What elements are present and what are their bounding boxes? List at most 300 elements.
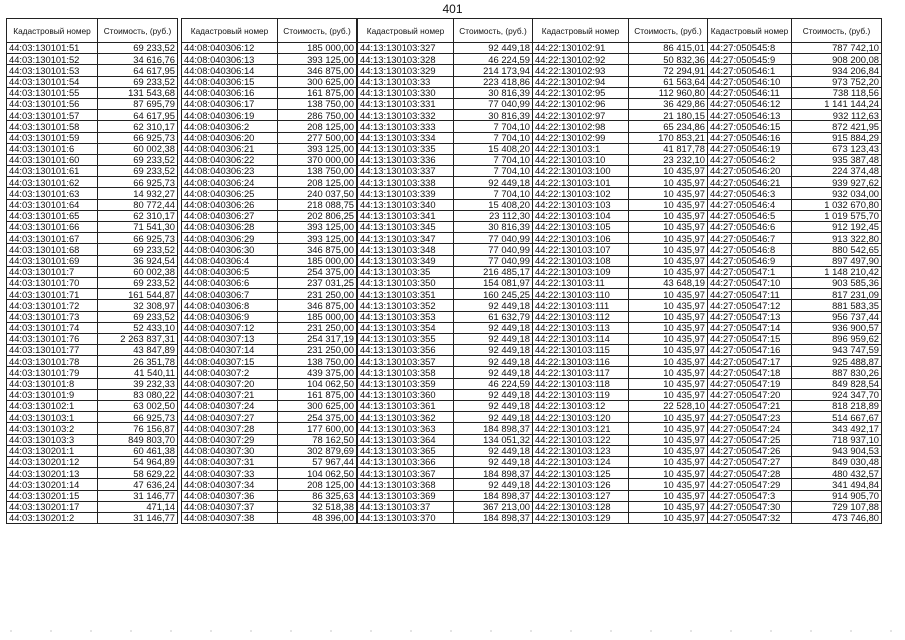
cadastral-number: 44:03:130101:7 (7, 266, 98, 277)
cost-value: 370 000,00 (278, 154, 357, 165)
cost-value: 231 250,00 (278, 322, 357, 333)
table-row (708, 456, 882, 467)
cadastral-number: 44:27:050547:10 (708, 277, 792, 288)
table-row (7, 434, 178, 445)
cost-value: 185 000,00 (278, 43, 357, 54)
cadastral-number: 44:13:130103:362 (358, 412, 454, 423)
cost-value: 86 415,01 (629, 43, 708, 54)
cost-value: 112 960,80 (629, 87, 708, 98)
cadastral-number: 44:08:040306:12 (182, 43, 278, 54)
table-row (708, 434, 882, 445)
cost-value: 10 435,97 (629, 445, 708, 456)
table-row (7, 423, 178, 434)
cost-value: 10 435,97 (629, 356, 708, 367)
table-row (7, 43, 178, 54)
header-cadastral-number: Кадастровый номер (708, 19, 792, 43)
cost-value: 346 875,00 (278, 244, 357, 255)
cadastral-number: 44:03:130101:76 (7, 333, 98, 344)
cadastral-number: 44:03:130201:13 (7, 468, 98, 479)
cost-value: 214 173,94 (454, 65, 533, 76)
cost-value: 7 704,10 (454, 154, 533, 165)
cadastral-number: 44:13:130103:328 (358, 54, 454, 65)
table-row (182, 98, 357, 109)
cadastral-number: 44:03:130101:66 (7, 222, 98, 233)
cost-value: 393 125,00 (278, 54, 357, 65)
table-row (533, 98, 708, 109)
cost-value: 818 218,89 (792, 401, 882, 412)
table-row (7, 188, 178, 199)
cost-value: 26 351,78 (98, 356, 178, 367)
table-row (533, 300, 708, 311)
cost-value: 41 817,78 (629, 143, 708, 154)
cost-value: 36 924,54 (98, 255, 178, 266)
cost-value: 277 500,00 (278, 132, 357, 143)
cost-value: 92 449,18 (454, 401, 533, 412)
table-row (7, 154, 178, 165)
cadastral-number: 44:03:130101:9 (7, 389, 98, 400)
table-row (7, 210, 178, 221)
table-row (358, 322, 533, 333)
cost-value: 10 435,97 (629, 367, 708, 378)
cadastral-number: 44:08:040307:24 (182, 401, 278, 412)
cost-value: 30 816,39 (454, 87, 533, 98)
table-row (533, 356, 708, 367)
table-row (7, 143, 178, 154)
table-row (7, 76, 178, 87)
cost-value: 10 435,97 (629, 389, 708, 400)
cadastral-number: 44:22:130103:110 (533, 289, 629, 300)
cost-value: 849 030,48 (792, 456, 882, 467)
header-cadastral-number: Кадастровый номер (7, 19, 98, 43)
cadastral-number: 44:13:130103:329 (358, 65, 454, 76)
cost-value: 10 435,97 (629, 333, 708, 344)
cadastral-number: 44:22:130103:115 (533, 345, 629, 356)
cost-value: 10 435,97 (629, 210, 708, 221)
cadastral-number: 44:22:130102:92 (533, 54, 629, 65)
cadastral-number: 44:13:130103:350 (358, 277, 454, 288)
cost-value: 10 435,97 (629, 501, 708, 512)
cadastral-number: 44:03:130101:77 (7, 345, 98, 356)
table-row (7, 166, 178, 177)
cadastral-number: 44:22:130103:103 (533, 199, 629, 210)
table-row (708, 121, 882, 132)
table-row (182, 468, 357, 479)
cadastral-number: 44:27:050546:21 (708, 177, 792, 188)
cost-value: 254 375,00 (278, 412, 357, 423)
cadastral-number: 44:27:050547:12 (708, 300, 792, 311)
table-row (7, 110, 178, 121)
cost-value: 69 233,52 (98, 154, 178, 165)
cost-value: 943 747,59 (792, 345, 882, 356)
cadastral-number: 44:13:130103:351 (358, 289, 454, 300)
cadastral-number: 44:27:050546:8 (708, 244, 792, 255)
cadastral-number: 44:08:040306:5 (182, 266, 278, 277)
cadastral-number: 44:03:130101:68 (7, 244, 98, 255)
cadastral-number: 44:13:130103:360 (358, 389, 454, 400)
table-row (533, 512, 708, 523)
cadastral-number: 44:22:130103:120 (533, 412, 629, 423)
cost-value: 673 123,43 (792, 143, 882, 154)
cost-value: 254 375,00 (278, 266, 357, 277)
cadastral-number: 44:08:040306:29 (182, 233, 278, 244)
table-row (7, 345, 178, 356)
table-row (708, 322, 882, 333)
cadastral-number: 44:03:130102:1 (7, 401, 98, 412)
cadastral-number: 44:22:130103:118 (533, 378, 629, 389)
table-row (7, 412, 178, 423)
table-row (533, 233, 708, 244)
cadastral-number: 44:27:050547:29 (708, 479, 792, 490)
table-row (182, 132, 357, 143)
cost-value: 52 433,10 (98, 322, 178, 333)
cost-value: 184 898,37 (454, 468, 533, 479)
cost-value: 69 233,52 (98, 244, 178, 255)
table-row (182, 43, 357, 54)
cost-value: 343 492,17 (792, 423, 882, 434)
cadastral-number: 44:13:130103:337 (358, 166, 454, 177)
table-row (708, 401, 882, 412)
header-cost: Стоимость, (руб.) (792, 19, 882, 43)
table-row (182, 356, 357, 367)
table-row (533, 367, 708, 378)
table-row (533, 322, 708, 333)
cost-value: 39 232,33 (98, 378, 178, 389)
table-row (358, 222, 533, 233)
table-row (708, 311, 882, 322)
table-row (7, 378, 178, 389)
header-cadastral-number: Кадастровый номер (182, 19, 278, 43)
cadastral-number: 44:03:130101:59 (7, 132, 98, 143)
cadastral-number: 44:22:130103:128 (533, 501, 629, 512)
cost-value: 7 704,10 (454, 166, 533, 177)
cadastral-number: 44:22:130103:10 (533, 154, 629, 165)
cost-value: 346 875,00 (278, 300, 357, 311)
table-row (358, 300, 533, 311)
cadastral-number: 44:03:130103:3 (7, 434, 98, 445)
cost-value: 1 141 144,24 (792, 98, 882, 109)
cost-value: 880 542,65 (792, 244, 882, 255)
cadastral-number: 44:22:130103:116 (533, 356, 629, 367)
table-row (358, 98, 533, 109)
cadastral-number: 44:03:130101:60 (7, 154, 98, 165)
cadastral-number: 44:27:050547:14 (708, 322, 792, 333)
table-row (7, 98, 178, 109)
cadastral-number: 44:13:130103:359 (358, 378, 454, 389)
table-row (358, 166, 533, 177)
table-row (533, 345, 708, 356)
table-row (708, 143, 882, 154)
cost-value: 185 000,00 (278, 311, 357, 322)
cadastral-number: 44:27:050546:12 (708, 98, 792, 109)
table-row (533, 177, 708, 188)
cost-value: 43 847,89 (98, 345, 178, 356)
cadastral-number: 44:08:040306:7 (182, 289, 278, 300)
cadastral-number: 44:08:040307:13 (182, 333, 278, 344)
table-row (182, 289, 357, 300)
cadastral-number: 44:03:130201:17 (7, 501, 98, 512)
table-row (358, 345, 533, 356)
cost-value: 64 617,95 (98, 110, 178, 121)
table-row (533, 468, 708, 479)
table-row (708, 266, 882, 277)
cost-value: 10 435,97 (629, 255, 708, 266)
cadastral-number: 44:13:130103:340 (358, 199, 454, 210)
table-row (533, 423, 708, 434)
cadastral-number: 44:13:130103:327 (358, 43, 454, 54)
table-row (358, 490, 533, 501)
table-row (182, 501, 357, 512)
table-row (7, 277, 178, 288)
cost-value: 92 449,18 (454, 389, 533, 400)
cost-value: 92 449,18 (454, 345, 533, 356)
cadastral-number: 44:27:050547:17 (708, 356, 792, 367)
cadastral-number: 44:13:130103:364 (358, 434, 454, 445)
cadastral-number: 44:03:130201:1 (7, 445, 98, 456)
cadastral-number: 44:13:130103:332 (358, 110, 454, 121)
table-row (7, 87, 178, 98)
table-row (533, 121, 708, 132)
cadastral-number: 44:22:130103:106 (533, 233, 629, 244)
cadastral-number: 44:08:040306:2 (182, 121, 278, 132)
cadastral-number: 44:22:130103:113 (533, 322, 629, 333)
cost-value: 897 497,90 (792, 255, 882, 266)
cadastral-number: 44:08:040307:38 (182, 512, 278, 523)
table-row (7, 356, 178, 367)
cost-value: 302 879,69 (278, 445, 357, 456)
cadastral-number: 44:22:130103:12 (533, 401, 629, 412)
cost-value: 817 231,09 (792, 289, 882, 300)
cadastral-number: 44:03:130101:54 (7, 76, 98, 87)
cadastral-number: 44:13:130103:331 (358, 98, 454, 109)
cost-value: 62 310,17 (98, 210, 178, 221)
table-row (533, 132, 708, 143)
table-row (182, 367, 357, 378)
cost-value: 218 088,75 (278, 199, 357, 210)
cost-value: 10 435,97 (629, 423, 708, 434)
cost-value: 254 317,19 (278, 333, 357, 344)
cost-value: 286 750,00 (278, 110, 357, 121)
table-row (358, 456, 533, 467)
cadastral-number: 44:27:050547:1 (708, 266, 792, 277)
cost-value: 104 062,50 (278, 468, 357, 479)
cost-value: 62 310,17 (98, 121, 178, 132)
table-row (708, 65, 882, 76)
cadastral-number: 44:22:130103:114 (533, 333, 629, 344)
cost-value: 92 449,18 (454, 43, 533, 54)
cadastral-number: 44:08:040306:21 (182, 143, 278, 154)
table-row (182, 65, 357, 76)
cadastral-number: 44:13:130103:368 (358, 479, 454, 490)
cadastral-number: 44:13:130103:334 (358, 132, 454, 143)
table-row (182, 199, 357, 210)
cadastral-number: 44:22:130103:107 (533, 244, 629, 255)
cadastral-number: 44:13:130103:358 (358, 367, 454, 378)
table-row (533, 210, 708, 221)
cadastral-number: 44:03:130101:51 (7, 43, 98, 54)
cost-value: 61 563,64 (629, 76, 708, 87)
cost-value: 718 937,10 (792, 434, 882, 445)
cadastral-number: 44:22:130102:93 (533, 65, 629, 76)
table-row (708, 244, 882, 255)
cadastral-number: 44:22:130102:91 (533, 43, 629, 54)
header-cost: Стоимость, (руб.) (454, 19, 533, 43)
cadastral-number: 44:27:050546:13 (708, 110, 792, 121)
cost-value: 473 746,80 (792, 512, 882, 523)
cost-value: 216 485,17 (454, 266, 533, 277)
cost-value: 932 034,00 (792, 188, 882, 199)
cadastral-number: 44:27:050547:20 (708, 389, 792, 400)
table-row (182, 412, 357, 423)
cost-value: 138 750,00 (278, 166, 357, 177)
cadastral-number: 44:03:130101:55 (7, 87, 98, 98)
cadastral-number: 44:03:130101:65 (7, 210, 98, 221)
table-row (7, 389, 178, 400)
cadastral-number: 44:08:040306:30 (182, 244, 278, 255)
table-row (7, 367, 178, 378)
table-row (358, 177, 533, 188)
cost-value: 23 232,10 (629, 154, 708, 165)
cost-value: 10 435,97 (629, 490, 708, 501)
cadastral-number: 44:22:130103:109 (533, 266, 629, 277)
cost-value: 31 146,77 (98, 490, 178, 501)
cost-value: 202 806,25 (278, 210, 357, 221)
cost-value: 231 250,00 (278, 345, 357, 356)
cost-value: 936 900,57 (792, 322, 882, 333)
cadastral-number: 44:03:130101:64 (7, 199, 98, 210)
header-cadastral-number: Кадастровый номер (358, 19, 454, 43)
table-row (533, 445, 708, 456)
table-row (182, 277, 357, 288)
cadastral-number: 44:22:130102:97 (533, 110, 629, 121)
table-row (358, 76, 533, 87)
table-row (708, 277, 882, 288)
cost-value: 10 435,97 (629, 289, 708, 300)
cadastral-number: 44:27:050547:16 (708, 345, 792, 356)
cadastral-number: 44:27:050547:18 (708, 367, 792, 378)
cadastral-number: 44:22:130103:102 (533, 188, 629, 199)
cost-value: 231 250,00 (278, 289, 357, 300)
cost-value: 10 435,97 (629, 199, 708, 210)
table-row (7, 445, 178, 456)
cost-value: 138 750,00 (278, 98, 357, 109)
table-row (708, 233, 882, 244)
cadastral-number: 44:08:040306:14 (182, 65, 278, 76)
cadastral-number: 44:08:040307:21 (182, 389, 278, 400)
cadastral-number: 44:22:130103:100 (533, 166, 629, 177)
cost-value: 60 461,38 (98, 445, 178, 456)
cadastral-number: 44:08:040307:20 (182, 378, 278, 389)
table-row (358, 501, 533, 512)
cadastral-number: 44:27:050546:20 (708, 166, 792, 177)
table-row (7, 468, 178, 479)
cost-value: 69 233,52 (98, 277, 178, 288)
table-row (182, 54, 357, 65)
cadastral-number: 44:27:050547:24 (708, 423, 792, 434)
cost-value: 104 062,50 (278, 378, 357, 389)
cadastral-number: 44:13:130103:37 (358, 501, 454, 512)
cost-value: 439 375,00 (278, 367, 357, 378)
table-row (182, 87, 357, 98)
cost-value: 131 543,68 (98, 87, 178, 98)
cost-value: 514 667,67 (792, 412, 882, 423)
table-row (7, 132, 178, 143)
cadastral-number: 44:13:130103:370 (358, 512, 454, 523)
cadastral-number: 44:27:050547:3 (708, 490, 792, 501)
cadastral-number: 44:03:130101:58 (7, 121, 98, 132)
table-row (358, 255, 533, 266)
table-row (708, 166, 882, 177)
cost-value: 10 435,97 (629, 322, 708, 333)
cost-value: 393 125,00 (278, 222, 357, 233)
cost-value: 46 224,59 (454, 54, 533, 65)
cost-value: 32 308,97 (98, 300, 178, 311)
cadastral-number: 44:22:130103:119 (533, 389, 629, 400)
table-row (182, 255, 357, 266)
cost-value: 896 959,62 (792, 333, 882, 344)
table-row (182, 389, 357, 400)
table-row (358, 54, 533, 65)
cost-value: 10 435,97 (629, 412, 708, 423)
cost-value: 932 112,63 (792, 110, 882, 121)
cost-value: 72 294,91 (629, 65, 708, 76)
cost-value: 10 435,97 (629, 468, 708, 479)
cadastral-number: 44:08:040307:36 (182, 490, 278, 501)
cadastral-number: 44:13:130103:349 (358, 255, 454, 266)
table-row (7, 255, 178, 266)
cadastral-number: 44:08:040307:29 (182, 434, 278, 445)
table-row (182, 345, 357, 356)
cost-value: 881 583,35 (792, 300, 882, 311)
cost-value: 32 518,38 (278, 501, 357, 512)
cost-value: 10 435,97 (629, 434, 708, 445)
cadastral-number: 44:22:130103:112 (533, 311, 629, 322)
cost-value: 341 494,84 (792, 479, 882, 490)
cost-value: 913 322,80 (792, 233, 882, 244)
cadastral-number: 44:08:040306:15 (182, 76, 278, 87)
table-row (533, 43, 708, 54)
cost-value: 10 435,97 (629, 512, 708, 523)
table-row (708, 199, 882, 210)
cost-value: 15 408,20 (454, 199, 533, 210)
cadastral-number: 44:22:130102:96 (533, 98, 629, 109)
table-row (708, 54, 882, 65)
table-row (708, 468, 882, 479)
table-row (7, 456, 178, 467)
table-row (533, 501, 708, 512)
cadastral-number: 44:08:040307:27 (182, 412, 278, 423)
cost-value: 65 234,86 (629, 121, 708, 132)
cadastral-number: 44:22:130103:1 (533, 143, 629, 154)
cost-value: 154 081,97 (454, 277, 533, 288)
cost-value: 184 898,37 (454, 512, 533, 523)
cadastral-number: 44:08:040306:26 (182, 199, 278, 210)
cadastral-number: 44:13:130103:352 (358, 300, 454, 311)
cadastral-number: 44:27:050547:23 (708, 412, 792, 423)
cadastral-number: 44:13:130103:369 (358, 490, 454, 501)
cadastral-number: 44:08:040306:24 (182, 177, 278, 188)
cost-value: 78 162,50 (278, 434, 357, 445)
cadastral-number: 44:08:040306:17 (182, 98, 278, 109)
table-row (358, 289, 533, 300)
cadastral-number: 44:22:130103:123 (533, 445, 629, 456)
table-row (7, 512, 178, 523)
cadastral-number: 44:08:040306:9 (182, 311, 278, 322)
cost-value: 10 435,97 (629, 266, 708, 277)
cadastral-number: 44:08:040306:27 (182, 210, 278, 221)
cadastral-number: 44:13:130103:336 (358, 154, 454, 165)
cadastral-number: 44:03:130101:67 (7, 233, 98, 244)
cadastral-number: 44:08:040307:15 (182, 356, 278, 367)
